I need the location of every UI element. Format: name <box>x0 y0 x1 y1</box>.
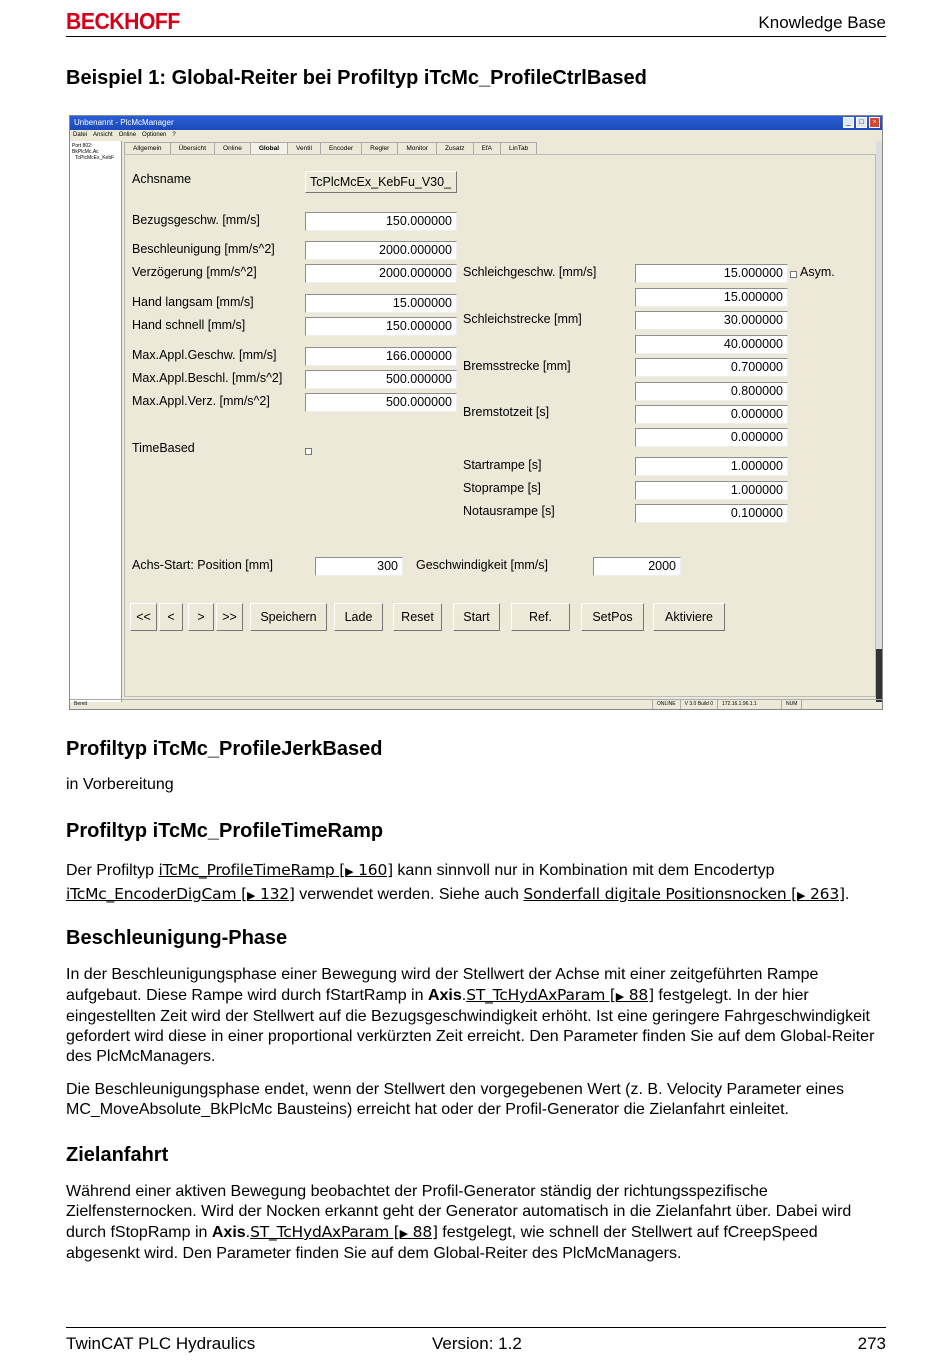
schleichgeschw-neg-field[interactable]: 15.000000 <box>635 288 788 307</box>
notausrampe-field[interactable]: 0.100000 <box>635 504 788 523</box>
window-title: Unbenannt - PlcMcManager <box>74 118 174 127</box>
status-address: 172.16.1.96.1.1 <box>718 700 782 709</box>
max-appl-geschw-label: Max.Appl.Geschw. [mm/s] <box>132 348 277 362</box>
axis-bold: Axis <box>211 1224 246 1241</box>
status-version: V 3.0 Build 0 <box>681 700 718 709</box>
setpos-button[interactable]: SetPos <box>581 603 644 631</box>
close-icon[interactable]: × <box>869 117 880 128</box>
stoprampe-label: Stoprampe [s] <box>463 481 541 495</box>
start-position-label: Achs-Start: Position [mm] <box>132 558 274 572</box>
achsname-field[interactable]: TcPlcMcEx_KebFu_V30_ <box>305 171 457 193</box>
hand-schnell-label: Hand schnell [mm/s] <box>132 318 246 332</box>
bezugsgeschw-field[interactable]: 150.000000 <box>305 212 457 231</box>
menu-optionen[interactable]: Optionen <box>142 132 167 138</box>
aktiviere-button[interactable]: Aktiviere <box>653 603 725 631</box>
arrow-right-icon: ▶ <box>246 889 256 902</box>
zielanfahrt-para: Während einer aktiven Bewegung beobachtet der Profil-Generator ständig der richtungsspezifische Zielfensternocken. Wird der Nocken erkannt geht der Generator automatisch in die Zielanfahrt über. Dabei wird durch fStopRamp in Axis.ST_TcHydAxParam [▶ 88] festgelegt, wie schnell der Stellwert auf fCreepSpeed abgesenkt wird. Den Parameter finden Sie auf dem Global-Reiter des PlcMcManagers. <box>66 1183 852 1262</box>
tree-item-port[interactable]: Port 802: BkPlcMc.Ac <box>72 143 99 155</box>
speichern-button[interactable]: Speichern <box>250 603 327 631</box>
window-titlebar <box>70 116 882 130</box>
bremstotzeit-neg-field[interactable]: 0.000000 <box>635 428 788 447</box>
status-num: NUM <box>782 700 802 709</box>
tab-lintab[interactable]: LinTab <box>500 142 537 154</box>
bremsstrecke-neg-field[interactable]: 0.800000 <box>635 382 788 401</box>
achsname-label: Achsname <box>132 172 192 186</box>
stoprampe-field[interactable]: 1.000000 <box>635 481 788 500</box>
timebased-checkbox[interactable] <box>305 448 312 455</box>
heading-timeramp: Profiltyp iTcMc_ProfileTimeRamp <box>66 820 384 842</box>
hand-langsam-field[interactable]: 15.000000 <box>305 294 457 313</box>
link-st-tchydaxparam-2[interactable]: ST_TcHydAxParam [▶ 88] <box>250 1223 438 1241</box>
startrampe-label: Startrampe [s] <box>463 458 542 472</box>
arrow-right-icon: ▶ <box>345 865 354 878</box>
heading-jerkbased: Profiltyp iTcMc_ProfileJerkBased <box>66 738 383 760</box>
ref-button[interactable]: Ref. <box>511 603 570 631</box>
footer-version: Version: 1.2 <box>432 1334 522 1353</box>
asym-checkbox[interactable] <box>790 271 797 278</box>
hand-schnell-field[interactable]: 150.000000 <box>305 317 457 336</box>
schleichstrecke-label: Schleichstrecke [mm] <box>463 312 582 326</box>
footer-rule <box>66 1327 886 1328</box>
timeramp-text-2: kann sinnvoll nur in Kombination mit dem Encodertyp <box>392 862 775 879</box>
tab-ventil[interactable]: Ventil <box>287 142 321 154</box>
menu-bar <box>70 130 882 141</box>
notausrampe-label: Notausrampe [s] <box>463 504 555 518</box>
beschleunigung-field[interactable]: 2000.000000 <box>305 241 457 260</box>
schleichgeschw-label: Schleichgeschw. [mm/s] <box>463 265 597 279</box>
bezugsgeschw-label: Bezugsgeschw. [mm/s] <box>132 213 260 227</box>
beschleunigung-label: Beschleunigung [mm/s^2] <box>132 242 275 256</box>
start-position-field[interactable]: 300 <box>315 557 403 576</box>
start-button[interactable]: Start <box>453 603 500 631</box>
hand-langsam-label: Hand langsam [mm/s] <box>132 295 254 309</box>
geschwindigkeit-field[interactable]: 2000 <box>593 557 681 576</box>
maximize-icon[interactable]: □ <box>856 117 867 128</box>
page-number: 273 <box>857 1334 886 1353</box>
reset-button[interactable]: Reset <box>393 603 442 631</box>
arrow-right-icon: ▶ <box>399 1227 408 1240</box>
verzoegerung-field[interactable]: 2000.000000 <box>305 264 457 283</box>
timebased-label: TimeBased <box>132 441 195 455</box>
tree-item-axis[interactable]: TcPlcMcEx_KebF <box>75 155 115 161</box>
bremsstrecke-label: Bremsstrecke [mm] <box>463 359 571 373</box>
tab-global[interactable]: Global <box>250 142 288 154</box>
prev-button[interactable]: < <box>159 603 183 631</box>
max-appl-verz-label: Max.Appl.Verz. [mm/s^2] <box>132 394 270 408</box>
first-button[interactable]: << <box>130 603 157 631</box>
timeramp-text-3: verwendet werden. Siehe auch <box>294 886 524 903</box>
beschleunigung-para-2: Die Beschleunigungsphase endet, wenn der Stellwert den vorgegebenen Wert (z. B. Velocity Parameter eines MC_MoveAbsolute_BkPlcMc Bausteins) erreicht hat oder der Profil-Generator die Zielanfahrt einleitet. <box>66 1081 844 1118</box>
bremstotzeit-label: Bremstotzeit [s] <box>463 405 550 419</box>
page-title: Beispiel 1: Global-Reiter bei Profiltyp iTcMc_ProfileCtrlBased <box>66 67 647 89</box>
startrampe-field[interactable]: 1.000000 <box>635 457 788 476</box>
max-appl-verz-field[interactable]: 500.000000 <box>305 393 457 412</box>
bremstotzeit-pos-field[interactable]: 0.000000 <box>635 405 788 424</box>
minimize-icon[interactable]: _ <box>843 117 854 128</box>
tab-online[interactable]: Online <box>214 142 251 154</box>
tab-strip <box>124 142 536 154</box>
scrollbar[interactable] <box>876 141 882 649</box>
next-button[interactable]: > <box>188 603 214 631</box>
geschwindigkeit-label: Geschwindigkeit [mm/s] <box>416 558 548 572</box>
section-title: Knowledge Base <box>758 13 886 32</box>
status-ready: Bereit <box>70 700 653 709</box>
axis-tree[interactable] <box>70 141 122 702</box>
tab-uebersicht[interactable]: Übersicht <box>170 142 215 154</box>
arrow-right-icon: ▶ <box>797 889 806 902</box>
tab-allgemein[interactable]: Allgemein <box>124 142 171 154</box>
tab-regler[interactable]: Regler <box>361 142 398 154</box>
axis-bold: Axis <box>427 987 462 1004</box>
arrow-right-icon: ▶ <box>615 990 625 1003</box>
verzoegerung-label: Verzögerung [mm/s^2] <box>132 265 257 279</box>
scrollbar-dark <box>876 649 882 702</box>
status-online: ONLINE <box>653 700 681 709</box>
link-sonderfall[interactable]: Sonderfall digitale Positionsnocken [▶ 263] <box>523 885 845 903</box>
lade-button[interactable]: Lade <box>334 603 383 631</box>
plcmcmanager-screenshot <box>69 115 883 710</box>
menu-datei[interactable]: Datei <box>73 132 88 138</box>
menu-online[interactable]: Online <box>118 132 137 138</box>
beschleunigung-para-1: In der Beschleunigungsphase einer Bewegung wird der Stellwert der Achse mit einer zeitgeführten Rampe aufgebaut. Diese Rampe wird durch fStartRamp in Axis.ST_TcHydAxParam [▶ 88] festgelegt. In der hier eingestellten Zeit wird der Stellwert auf die Bezugsgeschwindigkeit erhöht. Ist eine geringere Fahrgeschwindigkeit gefordert wird diese in einer proportional verkürzten Zeit erreicht. Den Parameter finden Sie auf dem Global-Reiter des PlcMcManagers. <box>66 966 875 1065</box>
status-bar <box>70 699 882 709</box>
tab-encoder[interactable]: Encoder <box>320 142 362 154</box>
max-appl-geschw-field[interactable]: 166.000000 <box>305 347 457 366</box>
menu-help[interactable]: ? <box>172 132 176 138</box>
max-appl-beschl-field[interactable]: 500.000000 <box>305 370 457 389</box>
tab-monitor[interactable]: Monitor <box>397 142 437 154</box>
jerkbased-text: in Vorbereitung <box>66 776 174 793</box>
link-encoderdigcam[interactable]: iTcMc_EncoderDigCam [▶ 132] <box>66 885 295 903</box>
timeramp-text: Der Profiltyp iTcMc_ProfileTimeRamp [▶ 160] kann sinnvoll nur in Kombination mit dem Encodertyp iTcMc_EncoderDigCam [▶ 132] verwendet werden. Siehe auch Sonderfall digitale Positionsnocken [▶ 263]. <box>66 861 850 903</box>
beckhoff-logo: BECKHOFF <box>66 8 180 34</box>
timeramp-text-1: Der Profiltyp <box>66 862 159 879</box>
menu-ansicht[interactable]: Ansicht <box>93 132 113 138</box>
heading-beschleunigung: Beschleunigung-Phase <box>66 927 288 949</box>
tab-zusatz[interactable]: Zusatz <box>436 142 474 154</box>
schleichgeschw-pos-field[interactable]: 15.000000 <box>635 264 788 283</box>
max-appl-beschl-label: Max.Appl.Beschl. [mm/s^2] <box>132 371 283 385</box>
last-button[interactable]: >> <box>216 603 243 631</box>
link-profiletimeramp[interactable]: iTcMc_ProfileTimeRamp [▶ 160] <box>158 861 393 879</box>
bremsstrecke-pos-field[interactable]: 0.700000 <box>635 358 788 377</box>
asym-label: Asym. <box>800 265 835 279</box>
tab-efa[interactable]: EfA <box>473 142 501 154</box>
footer-product: TwinCAT PLC Hydraulics <box>66 1334 256 1353</box>
heading-zielanfahrt: Zielanfahrt <box>66 1144 169 1166</box>
header-rule <box>66 36 886 37</box>
schleichstrecke-pos-field[interactable]: 30.000000 <box>635 311 788 330</box>
link-st-tchydaxparam[interactable]: ST_TcHydAxParam [▶ 88] <box>466 986 654 1004</box>
schleichstrecke-neg-field[interactable]: 40.000000 <box>635 335 788 354</box>
